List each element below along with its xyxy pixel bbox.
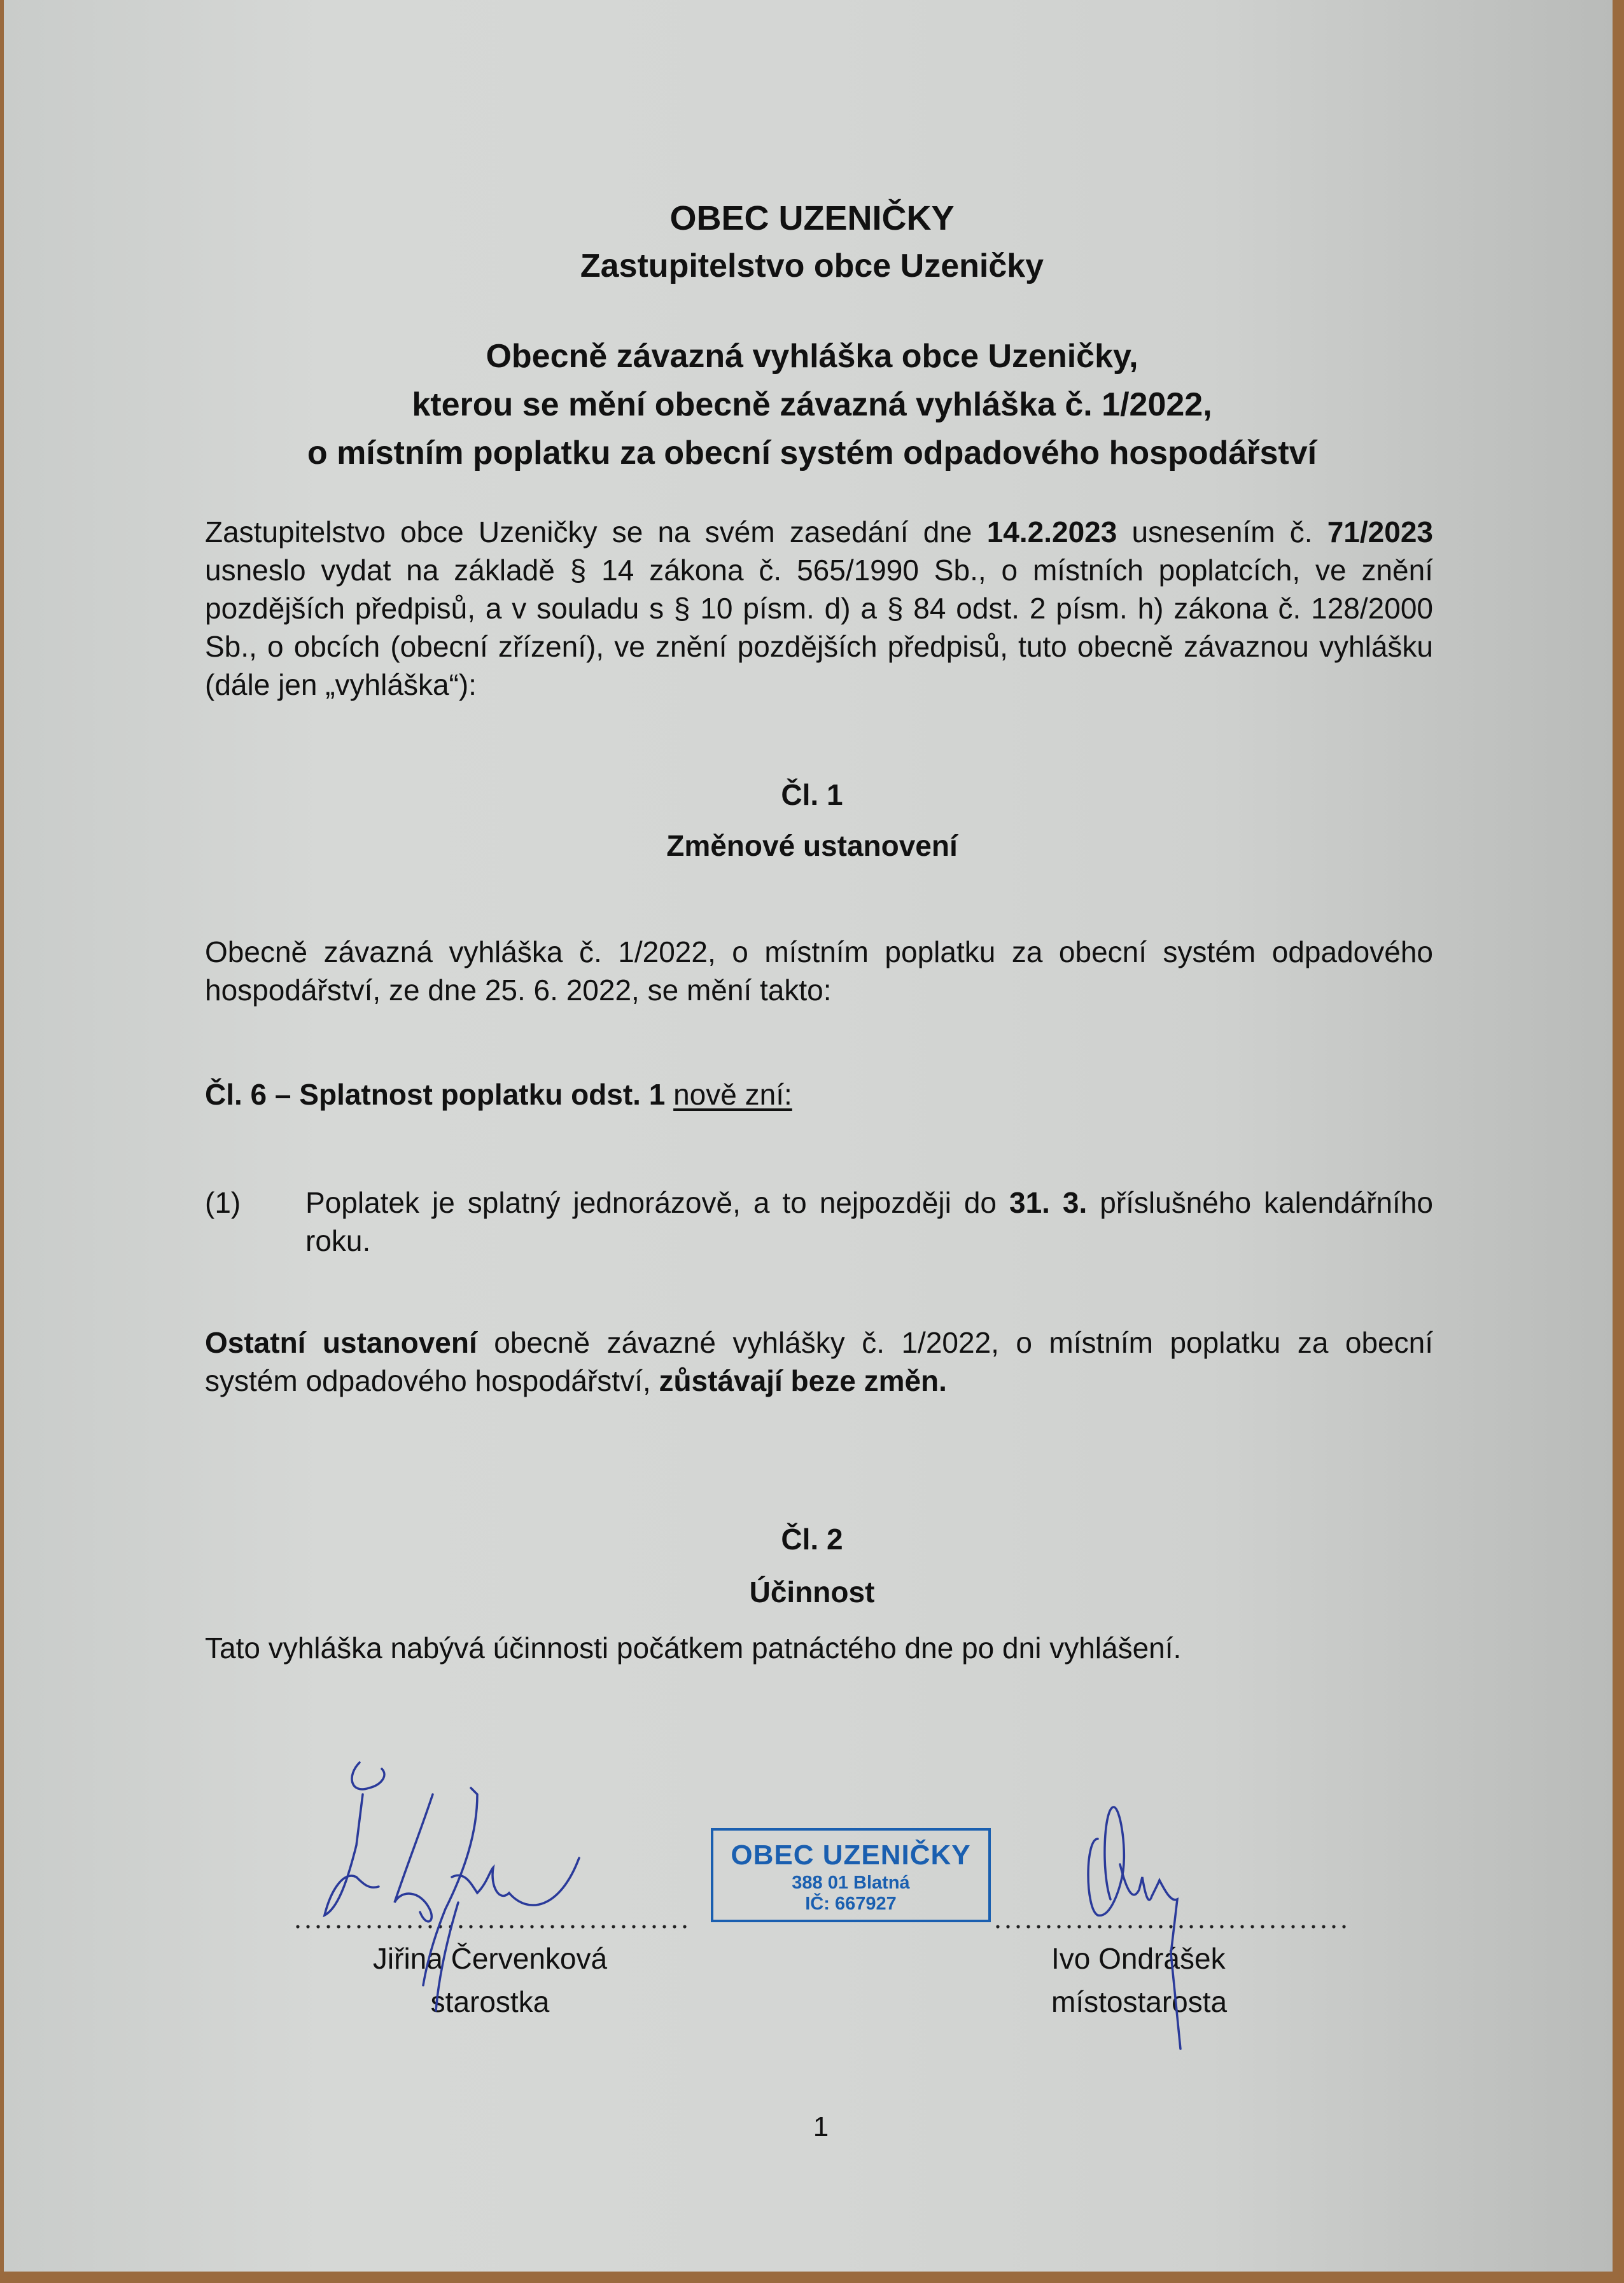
page-number: 1 — [813, 2111, 829, 2142]
intro-text: Zastupitelstvo obce Uzeničky se na svém zasedání dne — [205, 515, 987, 548]
signature-right-drawing — [1082, 1794, 1209, 2062]
due-date: 31. 3. — [1009, 1186, 1088, 1219]
stamp-address: 388 01 Blatná — [792, 1873, 910, 1893]
meeting-date: 14.2.2023 — [986, 515, 1117, 548]
signatory-role: starostka — [430, 1985, 550, 2018]
resolution-number: 71/2023 — [1327, 515, 1433, 548]
other-provisions-bold: Ostatní ustanovení — [205, 1326, 477, 1359]
amendment-paragraph: Obecně závazná vyhláška č. 1/2022, o místním poplatku za obecní systém odpadového hospodářství, ze dne 25. 6. 2022, se mění takto: — [205, 935, 1433, 1007]
article-1-title: Změnové ustanovení — [666, 829, 958, 862]
intro-text: usnesením č. — [1117, 515, 1327, 548]
other-provisions-text: obecně závazné vyhlášky č. 1/2022, o místním poplatku za obecní systém odpadového hospodářství, — [205, 1326, 1433, 1397]
effectiveness-paragraph: Tato vyhláška nabývá účinnosti počátkem patnáctého dne po dni vyhlášení. — [205, 1631, 1182, 1665]
intro-paragraph — [205, 513, 1433, 704]
official-stamp — [711, 1828, 991, 1922]
stamp-id: IČ: 667927 — [805, 1894, 897, 1914]
section-heading — [205, 1075, 1433, 1114]
document-title-line-1: Obecně závazná vyhláška obce Uzeničky, — [486, 338, 1138, 375]
article-1-number: Čl. 1 — [781, 778, 843, 811]
section-heading-underlined: nově zní: — [673, 1078, 792, 1111]
organization-name: OBEC UZENIČKY — [669, 199, 955, 237]
signatory-name: Ivo Ondrášek — [1051, 1942, 1226, 1975]
intro-text: usneslo vydat na základě § 14 zákona č. 565/1990 Sb., o místních poplatcích, ve znění pozdějších předpisů, a v souladu s § 10 písm. d) a § 84 odst. 2 písm. h) zákona č. 128/2000 Sb., o obcích (obecní zřízení), ve znění pozdějších předpisů, tuto obecně závaznou vyhlášku (dále jen „vyhláška“): — [205, 554, 1433, 701]
council-name: Zastupitelstvo obce Uzeničky — [580, 248, 1044, 284]
document-title-line-3: o místním poplatku za obecní systém odpadového hospodářství — [307, 435, 1317, 471]
signatory-name: Jiřina Červenková — [372, 1942, 608, 1975]
signatory-role: místostarosta — [1051, 1985, 1228, 2018]
section-heading-text: Čl. 6 – Splatnost poplatku odst. 1 — [205, 1078, 674, 1111]
item-text-part: Poplatek je splatný jednorázově, a to nejpozději do — [305, 1186, 1009, 1219]
document-title-line-2: kterou se mění obecně závazná vyhláška č. 1/2022, — [412, 386, 1212, 423]
item-text — [305, 1183, 1433, 1260]
signature-left-drawing — [318, 1756, 605, 2023]
article-2-title: Účinnost — [749, 1575, 875, 1609]
item-number: (1) — [205, 1186, 241, 1219]
unchanged-bold: zůstávají beze změn. — [659, 1364, 947, 1397]
stamp-name: OBEC UZENIČKY — [731, 1840, 971, 1871]
other-provisions-paragraph — [205, 1323, 1433, 1400]
item-text-part: příslušného kalendářního roku. — [305, 1186, 1433, 1257]
article-2-number: Čl. 2 — [781, 1523, 843, 1556]
